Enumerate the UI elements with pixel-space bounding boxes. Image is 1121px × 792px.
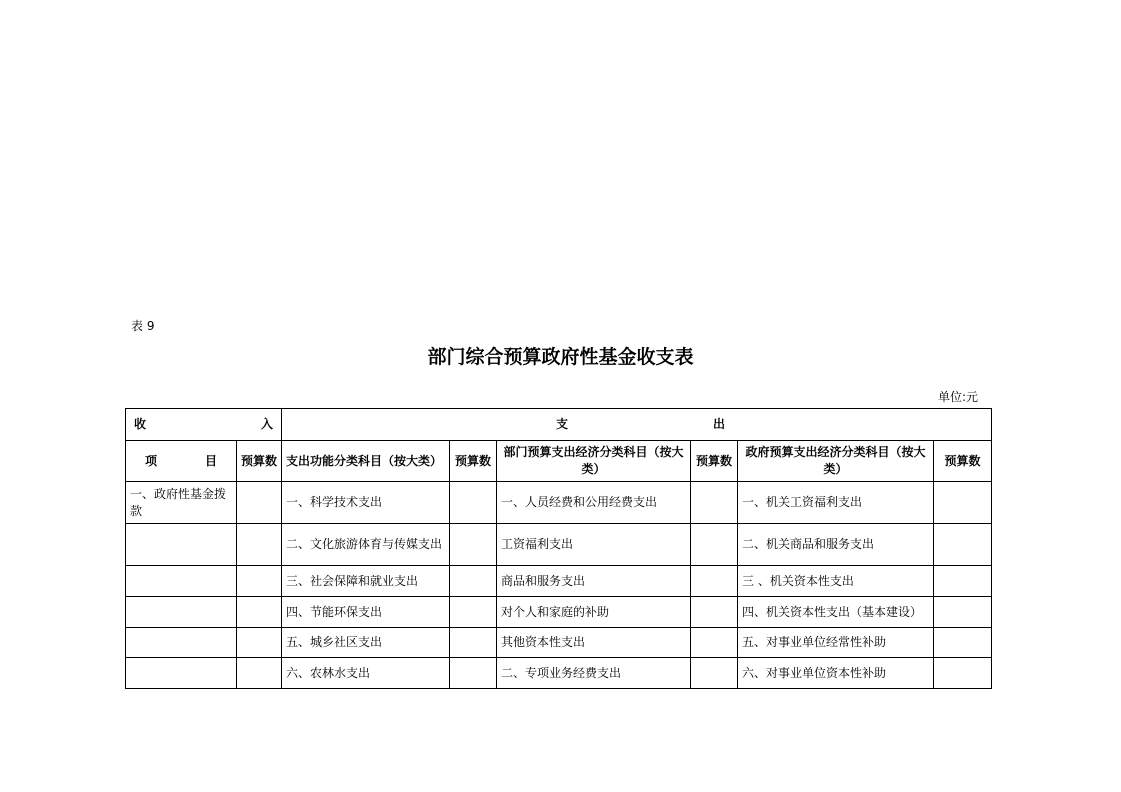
gov-amount-cell: [934, 658, 992, 689]
unit-label: 单位:元: [938, 390, 979, 404]
dept-econ-class-column-header: 部门预算支出经济分类科目（按大类）: [497, 441, 691, 482]
dept-item-cell: 对个人和家庭的补助: [497, 597, 691, 628]
func-amount-cell: [450, 566, 497, 597]
gov-item-cell: 三 、机关资本性支出: [738, 566, 934, 597]
func-amount-cell: [450, 658, 497, 689]
section-header-row: [126, 409, 992, 441]
func-amount-cell: [450, 597, 497, 628]
expense-section-header: [282, 409, 992, 441]
gov-budget-column-header: 预算数: [934, 441, 992, 482]
income-section-header: [126, 409, 282, 441]
gov-econ-class-column-header: 政府预算支出经济分类科目（按大类）: [738, 441, 934, 482]
table-row: [126, 628, 992, 658]
gov-amount-cell: [934, 628, 992, 658]
expense-header-char-2: 出: [712, 417, 725, 431]
gov-item-cell: 五、对事业单位经常性补助: [738, 628, 934, 658]
gov-amount-cell: [934, 597, 992, 628]
table-number-label: 表 9: [131, 319, 155, 333]
income-amount-cell: [237, 524, 282, 566]
gov-item-cell: 一、机关工资福利支出: [738, 482, 934, 524]
dept-amount-cell: [691, 524, 738, 566]
income-item-cell: [126, 628, 237, 658]
dept-amount-cell: [691, 628, 738, 658]
item-column-label: 项 目: [144, 453, 235, 468]
dept-item-cell: 其他资本性支出: [497, 628, 691, 658]
income-item-cell: [126, 597, 237, 628]
income-header-char-1: 收: [134, 417, 147, 431]
func-item-cell: 二、文化旅游体育与传媒支出: [282, 524, 450, 566]
expense-header-char-1: 支: [556, 417, 569, 431]
func-amount-cell: [450, 482, 497, 524]
column-header-row: [126, 441, 992, 482]
page-title: 部门综合预算政府性基金收支表: [427, 346, 694, 368]
dept-item-cell: 商品和服务支出: [497, 566, 691, 597]
income-amount-cell: [237, 658, 282, 689]
income-amount-cell: [237, 566, 282, 597]
func-amount-cell: [450, 628, 497, 658]
func-amount-cell: [450, 524, 497, 566]
income-amount-cell: [237, 597, 282, 628]
table-row: [126, 658, 992, 689]
dept-item-cell: 二、专项业务经费支出: [497, 658, 691, 689]
income-amount-cell: [237, 628, 282, 658]
func-item-cell: 三、社会保障和就业支出: [282, 566, 450, 597]
income-item-cell: [126, 524, 237, 566]
dept-amount-cell: [691, 658, 738, 689]
income-item-cell: 一、政府性基金拨款: [126, 482, 237, 524]
dept-amount-cell: [691, 597, 738, 628]
table-row: [126, 482, 992, 524]
dept-amount-cell: [691, 566, 738, 597]
item-column-header: [126, 441, 237, 482]
table-row: [126, 524, 992, 566]
income-item-cell: [126, 658, 237, 689]
func-item-cell: 一、科学技术支出: [282, 482, 450, 524]
table-row: [126, 566, 992, 597]
gov-item-cell: 四、机关资本性支出（基本建设）: [738, 597, 934, 628]
dept-budget-column-header: 预算数: [691, 441, 738, 482]
table-row: [126, 597, 992, 628]
income-header-char-2: 入: [260, 417, 273, 431]
gov-amount-cell: [934, 482, 992, 524]
func-item-cell: 四、节能环保支出: [282, 597, 450, 628]
income-budget-column-header: 预算数: [237, 441, 282, 482]
gov-amount-cell: [934, 566, 992, 597]
gov-amount-cell: [934, 524, 992, 566]
func-item-cell: 六、农林水支出: [282, 658, 450, 689]
func-budget-column-header: 预算数: [450, 441, 497, 482]
dept-item-cell: 一、人员经费和公用经费支出: [497, 482, 691, 524]
gov-item-cell: 二、机关商品和服务支出: [738, 524, 934, 566]
income-item-cell: [126, 566, 237, 597]
func-class-column-header: 支出功能分类科目（按大类）: [282, 441, 450, 482]
gov-item-cell: 六、对事业单位资本性补助: [738, 658, 934, 689]
dept-item-cell: 工资福利支出: [497, 524, 691, 566]
func-item-cell: 五、城乡社区支出: [282, 628, 450, 658]
income-amount-cell: [237, 482, 282, 524]
budget-table: [125, 408, 992, 689]
dept-amount-cell: [691, 482, 738, 524]
